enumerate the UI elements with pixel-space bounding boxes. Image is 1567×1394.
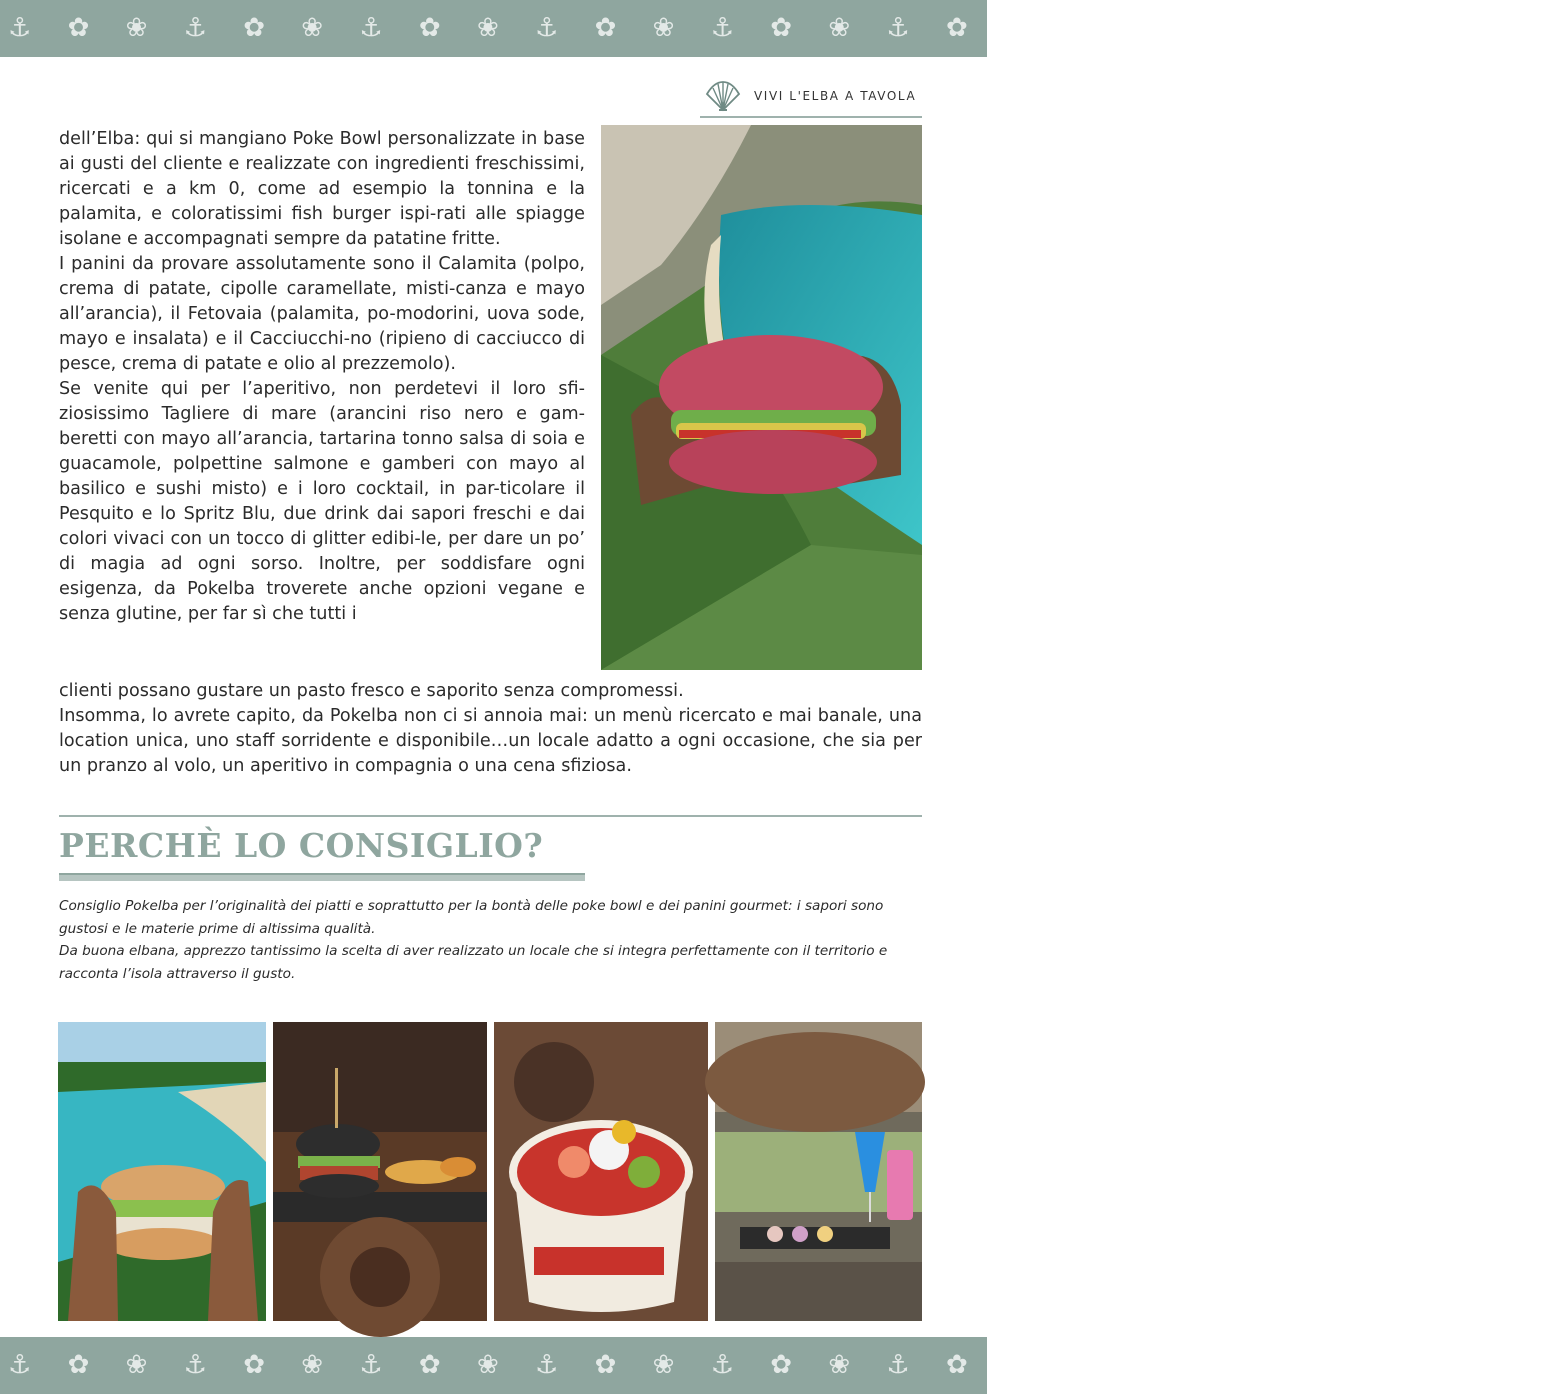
recommendation-paragraph: Consiglio Pokelba per l’originalità dei piatti e soprattutto per la bontà delle poke bowl e dei panini gourmet: i sapori sono gustosi e le materie prime di altissima qualità. — [59, 898, 884, 937]
photo-poke-bowl — [494, 1022, 708, 1321]
article-paragraph: Insomma, lo avrete capito, da Pokelba non ci si annoia mai: un menù ricercato e mai banale, una location unica, uno staff sorridente e disponibile…un locale adatto a ogni occasione, che sia per un pranzo al volo, un aperitivo in compagnia o una cena sfiziosa. — [59, 706, 922, 776]
photo-burger-beach — [58, 1022, 266, 1321]
photo-cocktails-sushi — [715, 1022, 922, 1321]
recommendation-heading: PERCHÈ LO CONSIGLIO? — [59, 826, 544, 865]
bottom-decorative-band — [0, 1337, 1567, 1394]
article-paragraph: Se venite qui per l’aperitivo, non perdetevi il loro sfi-ziosissimo Tagliere di mare (arancini riso nero e gam-beretti con mayo all’arancia, tartarina tonno salsa di soia e guacamole, polpettine salmone e gamberi con mayo al basilico e sushi misto) e i loro cocktail, in par-ticolare il Pesquito e lo Spritz Blu, due drink dai sapori freschi e dai colori vivaci con un tocco di glitter edibi-le, per dare un po’ di magia ad ogni sorso. Inoltre, per soddisfare ogni esigenza, da Pokelba troverete anche opzioni vegane e senza glutine, per far sì che tutti i — [59, 379, 585, 624]
recommendation-paragraph: Da buona elbana, apprezzo tantissimo la scelta di aver realizzato un locale che si integra perfettamente con il territorio e racconta l’isola attraverso il gusto. — [59, 943, 888, 982]
anchor-shell-pattern: ⚓ ✿ ❀ ⚓ ✿ ❀ ⚓ ✿ ❀ ⚓ ✿ ❀ ⚓ ✿ ❀ ⚓ ✿ ❀ ⚓ ✿ ❀ ⚓ ✿ ❀ ⚓ ✿ ❀ — [8, 1350, 1567, 1380]
section-divider — [59, 815, 922, 817]
article-paragraph: dell’Elba: qui si mangiano Poke Bowl personalizzate in base ai gusti del cliente e realizzate con ingredienti freschissimi, ricercati e a km 0, come ad esempio la tonnina e la palamita, e coloratissimi fish burger ispi-rati alle spiagge isolane e accompagnati sempre da patatine fritte. — [59, 129, 585, 249]
article-column — [59, 127, 585, 627]
article-full-width — [59, 679, 922, 779]
anchor-shell-pattern: ⚓ ✿ ❀ ⚓ ✿ ❀ ⚓ ✿ ❀ ⚓ ✿ ❀ ⚓ ✿ ❀ ⚓ ✿ ❀ ⚓ ✿ ❀ ⚓ ✿ ❀ ⚓ ✿ ❀ — [8, 13, 1567, 43]
hero-burger-photo — [601, 125, 922, 670]
heading-underline — [59, 873, 585, 881]
photo-burger-fries — [273, 1022, 487, 1321]
article-paragraph: clienti possano gustare un pasto fresco e saporito senza compromessi. — [59, 681, 684, 701]
top-decorative-band — [0, 0, 1567, 57]
section-header — [700, 80, 922, 118]
shell-icon — [704, 80, 742, 112]
article-paragraph: I panini da provare assolutamente sono il Calamita (polpo, crema di patate, cipolle caramellate, misti-canza e mayo all’arancia), il Fetovaia (palamita, po-modorini, uova sode, mayo e insalata) e il Cacciucchi-no (ripieno di cacciucco di pesce, crema di patate e olio al prezzemolo). — [59, 254, 585, 374]
section-label: VIVI L'ELBA A TAVOLA — [754, 89, 917, 103]
recommendation-text — [59, 895, 922, 985]
